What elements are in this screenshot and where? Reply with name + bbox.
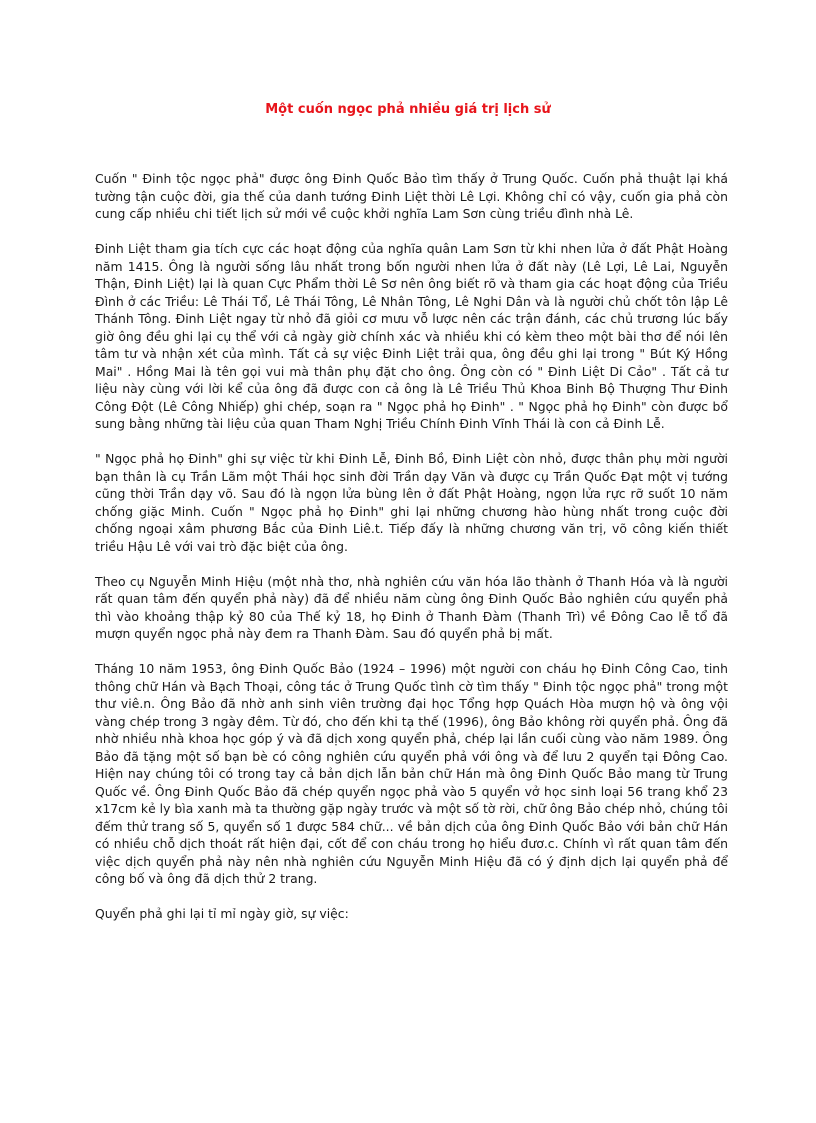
- article-body: [95, 170, 728, 940]
- document-title: Một cuốn ngọc phả nhiều giá trị lịch sử: [265, 102, 551, 117]
- paragraph-closing: Quyển phả ghi lại tỉ mỉ ngày giờ, sự việc:: [95, 906, 349, 921]
- paragraph-nguyen-minh-hieu: Theo cụ Nguyễn Minh Hiệu (một nhà thơ, nhà nghiên cứu văn hóa lão thành ở Thanh Hóa và là người rất quan tâm đến quyển phả này) đã để nhiều năm cùng ông Đinh Quốc Bảo nghiên cứu quyển phả thì vào khoảng thập kỷ 80 của Thế kỷ 18, họ Đinh ở Thanh Đàm (Thanh Trì) về Đông Cao lễ tổ đã mượn quyển ngọc phả này đem ra Thanh Đàm. Sau đó quyển phả bị mất.: [95, 573, 728, 641]
- paragraph-intro: Cuốn " Đinh tộc ngọc phả" được ông Đinh Quốc Bảo tìm thấy ở Trung Quốc. Cuốn phả thuật lại khá tường tận cuộc đời, gia thế của danh tướng Đinh Liệt thời Lê Lợi. Không chỉ có vậy, cuốn gia phả còn cung cấp nhiều chi tiết lịch sử mới về cuộc khởi nghĩa Lam Sơn cùng triều đình nhà Lê.: [95, 171, 728, 221]
- paragraph-discovery-1953: Tháng 10 năm 1953, ông Đinh Quốc Bảo (1924 – 1996) một người con cháu họ Đinh Công Cao, tinh thông chữ Hán và Bạch Thoại, công tác ở Trung Quốc tình cờ tìm thấy " Đinh tộc ngọc phả" trong một thư viê.n. Ông Bảo đã nhờ anh sinh viên trường đại học Tổng hợp Quách Hòa mượn hộ và ông vội vàng chép trong 3 ngày đêm. Từ đó, cho đến khi tạ thế (1996), ông Bảo không rời quyển phả. Ông đã nhờ nhiều nhà khoa học góp ý và đã dịch xong quyển phả, chép lại lần cuối cùng vào năm 1989. Ông Bảo đã tặng một số bạn bè có công nghiên cứu quyển phả với ông và để lưu 2 quyển tại Đông Cao. Hiện nay chúng tôi có trong tay cả bản dịch lẫn bản chữ Hán mà ông Đinh Quốc Bảo mang từ Trung Quốc về. Ông Đinh Quốc Bảo đã chép quyển ngọc phả vào 5 quyển vở học sinh loại 56 trang khổ 23 x17cm kẻ ly bìa xanh mà ta thường gặp ngày trước và một số tờ rời, chữ ông Bảo chép nhỏ, chúng tôi đếm thử trang số 5, quyển số 1 được 584 chữ... về bản dịch của ông Đinh Quốc Bảo với bản chữ Hán có nhiều chỗ dịch thoát rất hiện đại, cốt để con cháu trong họ hiểu đươ.c. Chính vì rất quan tâm đến việc dịch quyển phả này nên nhà nghiên cứu Nguyễn Minh Hiệu đã có ý định dịch lại quyển phả để công bố và ông đã dịch thử 2 trang.: [95, 661, 728, 886]
- paragraph-ngoc-pha-content: " Ngọc phả họ Đinh" ghi sự việc từ khi Đinh Lễ, Đinh Bồ, Đinh Liệt còn nhỏ, được thân phụ mời người bạn thân là cụ Trần Lãm một Thái học sinh đời Trần dạy Văn và được cụ Trần Quốc Đạt một vị tướng cũng thời Trần dạy võ. Sau đó là ngọn lửa bùng lên ở đất Phật Hoàng, ngọn lửa rực rỡ suốt 10 năm chống giặc Minh. Cuốn " Ngọc phả họ Đinh" ghi lại những chương hào hùng nhất trong cuộc đời chống ngoại xâm phương Bắc của Đinh Liê.t. Tiếp đấy là những chương văn trị, võ công kiến thiết triều Hậu Lê với vai trò đặc biệt của ông.: [95, 451, 728, 554]
- paragraph-dinh-liet: Đinh Liệt tham gia tích cực các hoạt động của nghĩa quân Lam Sơn từ khi nhen lửa ở đất Phật Hoàng năm 1415. Ông là người sống lâu nhất trong bốn người nhen lửa ở đất này (Lê Lợi, Lê Lai, Nguyễn Thận, Đinh Liệt) lại là quan Cực Phẩm thời Lê Sơ nên ông biết rõ và tham gia các hoạt động của Triều Đình ở các Triều: Lê Thái Tổ, Lê Thái Tông, Lê Nhân Tông, Lê Nghi Dân và là người chủ chốt tôn lập Lê Thánh Tông. Đinh Liệt ngay từ nhỏ đã giỏi cơ mưu vỗ lược nên các trận đánh, các chủ trương lúc bấy giờ ông đều ghi lại cụ thể với cả ngày giờ chính xác và nhiều khi có kèm theo một bài thơ để nói lên tâm tư và nhận xét của mình. Tất cả sự việc Đinh Liệt trải qua, ông đều ghi lại trong " Bút Ký Hồng Mai" . Hồng Mai là tên gọi vui mà thân phụ đặt cho ông. Ông còn có " Đinh Liệt Di Cảo" . Tất cả tư liệu này cùng với lời kể của ông đã được con cả ông là Lê Triều Thủ Khoa Binh Bộ Thượng Thư Đinh Công Đột (Lê Công Nhiếp) ghi chép, soạn ra " Ngọc phả họ Đinh" . " Ngọc phả họ Đinh" còn được bổ sung bằng những tài liệu của quan Tham Nghị Triều Chính Đinh Vĩnh Thái là con cả Đinh Lễ.: [95, 241, 728, 431]
